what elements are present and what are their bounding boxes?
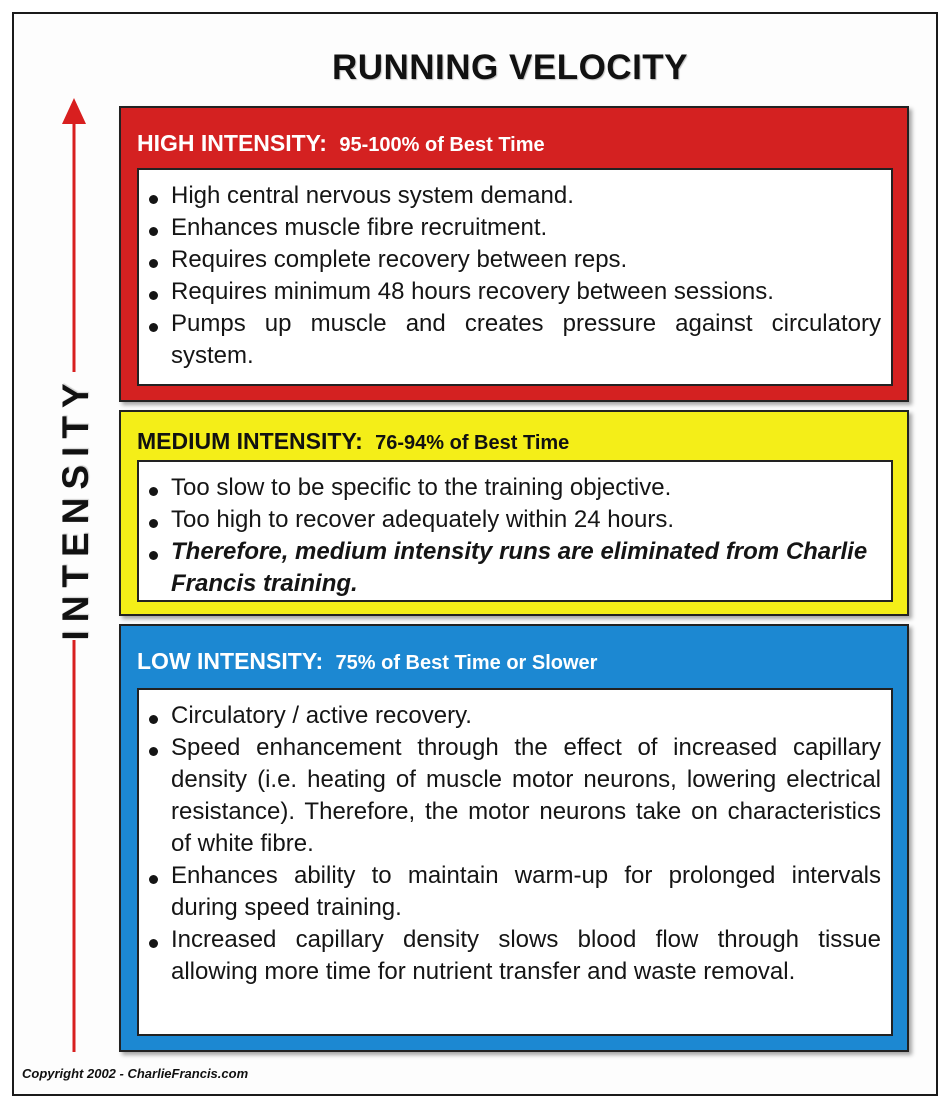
band-medium-box bbox=[137, 460, 893, 602]
band-high-range: 95-100% of Best Time bbox=[339, 134, 545, 156]
band-low-box bbox=[137, 688, 893, 1036]
page-title: RUNNING VELOCITY bbox=[331, 48, 689, 87]
list-item-emphasis: Therefore, medium intensity runs are eliminated from Charlie Francis training. bbox=[171, 536, 881, 600]
list-item: Enhances ability to maintain warm-up for prolonged intervals during speed training. bbox=[171, 860, 881, 924]
band-low-heading bbox=[137, 648, 597, 675]
list-item: High central nervous system demand. bbox=[171, 180, 881, 212]
band-medium-range: 76-94% of Best Time bbox=[375, 432, 570, 454]
list-item: Increased capillary density slows blood flow through tissue allowing more time for nutrient transfer and waste removal. bbox=[171, 924, 881, 988]
band-medium-intensity bbox=[119, 410, 909, 616]
band-high-label: HIGH INTENSITY: bbox=[137, 130, 327, 156]
band-medium-label: MEDIUM INTENSITY: bbox=[137, 428, 363, 454]
list-item: Enhances muscle fibre recruitment. bbox=[171, 212, 881, 244]
list-item: Requires minimum 48 hours recovery between sessions. bbox=[171, 276, 881, 308]
band-high-heading bbox=[137, 130, 545, 157]
list-item: Too slow to be specific to the training objective. bbox=[171, 472, 881, 504]
band-low-range: 75% of Best Time or Slower bbox=[335, 652, 598, 674]
list-item: Requires complete recovery between reps. bbox=[171, 244, 881, 276]
axis-label: INTENSITY bbox=[55, 375, 96, 641]
band-low-label: LOW INTENSITY: bbox=[137, 648, 324, 674]
band-high-list bbox=[171, 180, 881, 372]
copyright-text: Copyright 2002 - CharlieFrancis.com bbox=[22, 1066, 249, 1081]
band-low-list bbox=[171, 700, 881, 988]
list-item: Too high to recover adequately within 24 hours. bbox=[171, 504, 881, 536]
band-low-intensity bbox=[119, 624, 909, 1052]
band-medium-heading bbox=[137, 428, 569, 455]
list-item: Circulatory / active recovery. bbox=[171, 700, 881, 732]
band-medium-list bbox=[171, 472, 881, 600]
axis-arrowhead-icon bbox=[62, 98, 86, 124]
list-item: Pumps up muscle and creates pressure against circulatory system. bbox=[171, 308, 881, 372]
band-high-intensity bbox=[119, 106, 909, 402]
list-item: Speed enhancement through the effect of increased capillary density (i.e. heating of muscle motor neurons, lowering electrical resistance). Therefore, the motor neurons take on characteristics of white fibre. bbox=[171, 732, 881, 860]
band-high-box bbox=[137, 168, 893, 386]
